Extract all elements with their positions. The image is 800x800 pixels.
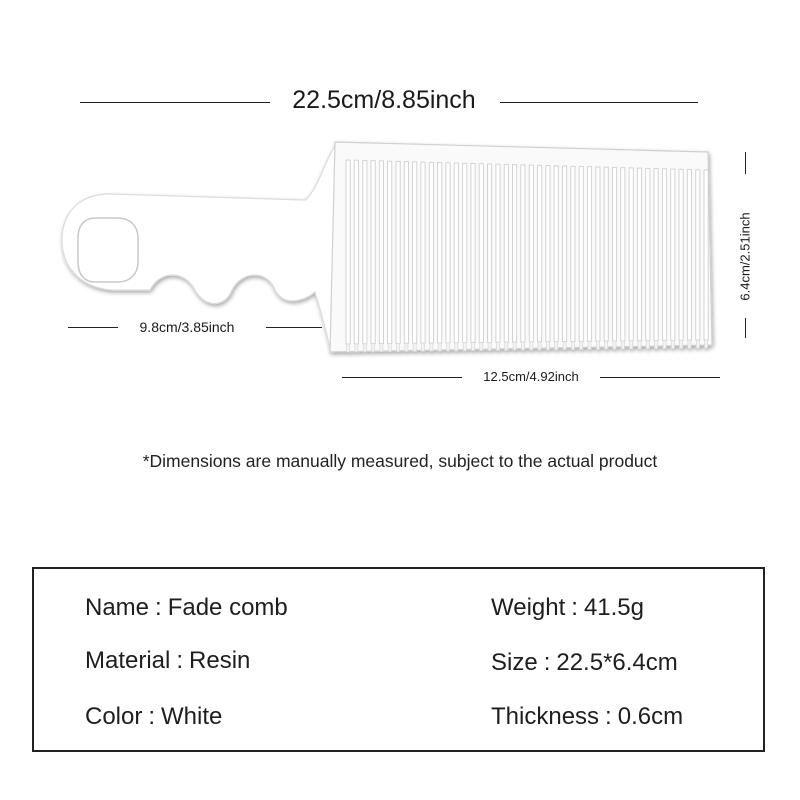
spec-thickness-sep: : <box>605 703 612 730</box>
comb-tooth <box>388 161 392 343</box>
comb-tooth-tip <box>580 341 583 349</box>
spec-color-label: Color <box>85 703 143 730</box>
spec-color-sep: : <box>148 703 156 730</box>
comb-tooth <box>488 164 492 343</box>
comb-tooth-tip <box>605 341 608 349</box>
comb-tooth-tip <box>638 341 641 349</box>
comb-tooth-tip <box>705 340 708 348</box>
total-length-label: 22.5cm/8.85inch <box>292 86 476 114</box>
spec-material-sep: : <box>176 647 184 674</box>
comb-tooth <box>579 167 583 342</box>
height-label: 6.4cm/2.51inch <box>737 212 753 301</box>
comb-tooth-tip <box>438 343 441 351</box>
spec-name-label: Name <box>85 594 150 621</box>
comb-tooth <box>662 169 666 341</box>
comb-tooth <box>571 166 575 341</box>
comb-tooth-tip <box>405 343 408 351</box>
spec-size-value: 22.5*6.4cm <box>556 649 678 676</box>
comb-tooth <box>513 165 517 343</box>
comb-tooth-tip <box>588 341 591 349</box>
spec-size-label: Size <box>491 649 538 676</box>
comb-tooth-tip <box>505 342 508 350</box>
spec-color-value: White <box>161 703 223 730</box>
comb-tooth-tip <box>455 343 458 351</box>
comb-tooth <box>704 170 708 340</box>
comb-tooth-tip <box>571 342 574 350</box>
comb-tooth <box>612 167 616 341</box>
comb-tooth-tip <box>555 342 558 350</box>
teeth-length-line-left <box>342 377 462 378</box>
comb-tooth-tip <box>655 341 658 349</box>
comb-tooth-tip <box>630 341 633 349</box>
spec-name-sep: : <box>155 594 162 621</box>
comb-tooth <box>671 169 675 340</box>
height-line-top <box>745 152 746 174</box>
spec-box <box>32 567 765 752</box>
comb-tooth-tip <box>680 340 683 348</box>
comb-tooth-tip <box>621 341 624 349</box>
comb-tooth <box>654 169 658 341</box>
comb-tooth-tip <box>463 343 466 351</box>
comb-tooth-tip <box>355 344 358 352</box>
comb-tooth <box>429 162 433 343</box>
comb-tooth <box>454 163 458 343</box>
teeth-length-line-right <box>600 377 720 378</box>
comb-tooth <box>521 165 525 342</box>
spec-material-label: Material <box>85 647 171 674</box>
comb-tooth-tip <box>488 342 491 350</box>
comb-tooth <box>646 168 650 340</box>
comb-tooth-tip <box>646 341 649 349</box>
comb-tooth-tip <box>388 344 391 352</box>
comb-tooth <box>396 161 400 343</box>
comb-tooth <box>563 166 567 342</box>
comb-tooth-tip <box>430 343 433 351</box>
comb-tooth <box>479 164 483 343</box>
comb-tooth <box>413 162 417 343</box>
comb-tooth <box>379 161 383 344</box>
comb-tooth <box>696 170 700 340</box>
spec-thickness-value: 0.6cm <box>617 703 684 730</box>
comb-tooth <box>363 161 367 344</box>
comb-tooth <box>546 166 550 342</box>
comb-tooth-tip <box>521 342 524 350</box>
comb-tooth-tip <box>613 341 616 349</box>
comb-tooth-tip <box>480 343 483 351</box>
comb-tooth <box>554 166 558 342</box>
spec-size-sep: : <box>543 649 551 676</box>
comb-tooth <box>371 161 375 344</box>
comb-tooth-tip <box>472 343 475 351</box>
comb-tooth <box>421 162 425 343</box>
comb-tooth <box>471 164 475 343</box>
comb-tooth-tip <box>413 343 416 351</box>
comb-tooth-tip <box>513 342 516 350</box>
spec-material-value: Resin <box>189 647 251 674</box>
spec-size <box>491 649 678 677</box>
comb-tooth <box>637 168 641 341</box>
comb-tooth <box>346 160 350 344</box>
comb-tooth <box>463 163 467 342</box>
comb-tooth-tip <box>363 344 366 352</box>
spec-thickness <box>491 703 683 731</box>
spec-color <box>85 703 222 731</box>
comb-tooth-tip <box>347 344 350 352</box>
comb-tooth-tip <box>380 344 383 352</box>
comb-tooth <box>587 167 591 342</box>
height-line-bottom <box>745 318 746 338</box>
spec-material <box>85 647 250 675</box>
spec-name-value: Fade comb <box>167 594 288 621</box>
comb-tooth <box>438 163 442 343</box>
comb-tooth <box>446 163 450 343</box>
comb-tooth <box>496 164 500 342</box>
comb-tooth <box>529 165 533 342</box>
comb-tooth <box>679 169 683 340</box>
handle-length-label: 9.8cm/3.85inch <box>139 319 235 335</box>
teeth-length-label: 12.5cm/4.92inch <box>483 369 579 384</box>
comb-tooth <box>504 164 508 342</box>
comb-tooth <box>629 168 633 341</box>
comb-tooth-tip <box>497 342 500 350</box>
handle-length-line-right <box>266 327 322 328</box>
comb-tooth-tip <box>696 340 699 348</box>
comb-tooth-tip <box>397 343 400 351</box>
comb-tooth <box>621 168 625 341</box>
spec-weight-sep: : <box>571 594 578 621</box>
comb-tooth <box>354 160 358 344</box>
comb-tooth-tip <box>546 342 549 350</box>
comb-tooth-tip <box>372 344 375 352</box>
comb-tooth-tip <box>447 343 450 351</box>
disclaimer-note: *Dimensions are manually measured, subject to the actual product <box>142 451 658 471</box>
comb-tooth-tip <box>563 342 566 350</box>
comb-tooth <box>604 167 608 341</box>
comb-tooth-tip <box>538 342 541 350</box>
spec-weight-value: 41.5g <box>583 594 644 621</box>
comb-tooth-tip <box>663 341 666 349</box>
spec-name <box>85 594 288 622</box>
comb-tooth-tip <box>688 340 691 348</box>
spec-weight-label: Weight <box>491 594 566 621</box>
comb-tooth <box>538 165 542 341</box>
comb-tooth <box>404 162 408 344</box>
comb-tooth <box>687 170 691 341</box>
spec-thickness-label: Thickness <box>491 703 600 730</box>
spec-weight <box>491 594 644 622</box>
comb-tooth-tip <box>530 342 533 350</box>
comb-tooth-tip <box>671 340 674 348</box>
comb-tooth <box>596 167 600 341</box>
comb-tooth-tip <box>596 341 599 349</box>
comb-tooth-tip <box>422 343 425 351</box>
